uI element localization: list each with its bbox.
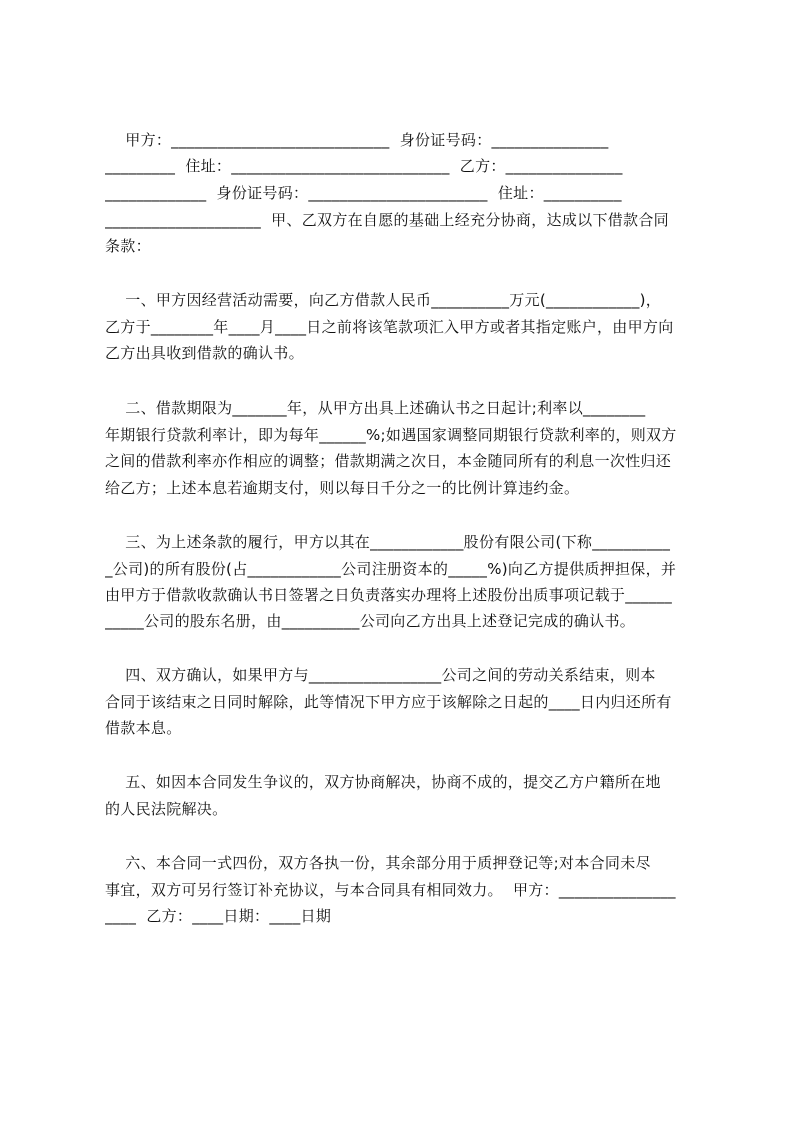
clause-line: 三、为上述条款的履行，甲方以其在____________股份有限公司(下称__________ xyxy=(105,533,671,551)
clause-line: 事宜，双方可另行签订补充协议，与本合同具有相同效力。 甲方：_______________ xyxy=(105,881,676,899)
parties-line: ____________________ 甲、乙双方在自愿的基础上经充分协商，达成以下借款合同 xyxy=(105,211,669,229)
clause-line: 的人民法院解决。 xyxy=(105,800,228,818)
clause-line: 年期银行贷款利率计，即为每年______%;如遇国家调整同期银行贷款利率的，则双方 xyxy=(105,426,677,444)
signature-line: ____ 乙方：____日期：____日期 xyxy=(105,907,332,925)
clause-line: 给乙方；上述本息若逾期支付，则以每日千分之一的比例计算违约金。 xyxy=(105,479,580,497)
clause-line: _____公司的股东名册，由__________公司向乙方出具上述登记完成的确认书。 xyxy=(105,612,636,630)
parties-line: _____________ 身份证号码：_______________________ 住址：__________ xyxy=(105,184,622,202)
clause-line: _公司)的所有股份(占____________公司注册资本的_____%)向乙方提供质押担保，并 xyxy=(105,560,677,578)
clause-line: 四、双方确认，如果甲方与_________________公司之间的劳动关系结束，则本 xyxy=(105,666,656,684)
clause-line: 由甲方于借款收款确认书日签署之日负责落实办理将上述股份出质事项记载于______ xyxy=(105,586,673,604)
clause-line: 乙方于________年____月____日之前将该笔款项汇入甲方或者其指定账户，由甲方向 xyxy=(105,318,674,336)
clause-line: 借款本息。 xyxy=(105,719,182,737)
parties-line: _________ 住址：____________________________ 乙方：_______________ xyxy=(105,157,623,175)
clause-line: 二、借款期限为_______年，从甲方出具上述确认书之日起计;利率以________ xyxy=(105,399,646,417)
clause-line: 一、甲方因经营活动需要，向乙方借款人民币__________万元(____________)， xyxy=(105,291,662,309)
clause-line: 六、本合同一式四份，双方各执一份，其余部分用于质押登记等;对本合同未尽 xyxy=(105,854,651,872)
clause-line: 合同于该结束之日同时解除，此等情况下甲方应于该解除之日起的____日内归还所有 xyxy=(105,693,672,711)
clause-line: 五、如因本合同发生争议的，双方协商解决，协商不成的，提交乙方户籍所在地 xyxy=(105,773,661,791)
parties-line: 甲方：____________________________ 身份证号码：_______________ xyxy=(105,131,609,149)
clause-line: 乙方出具收到借款的确认书。 xyxy=(105,344,304,362)
parties-line: 条款： xyxy=(105,237,151,255)
clause-line: 之间的借款利率亦作相应的调整；借款期满之次日，本金随同所有的利息一次性归还 xyxy=(105,452,672,470)
